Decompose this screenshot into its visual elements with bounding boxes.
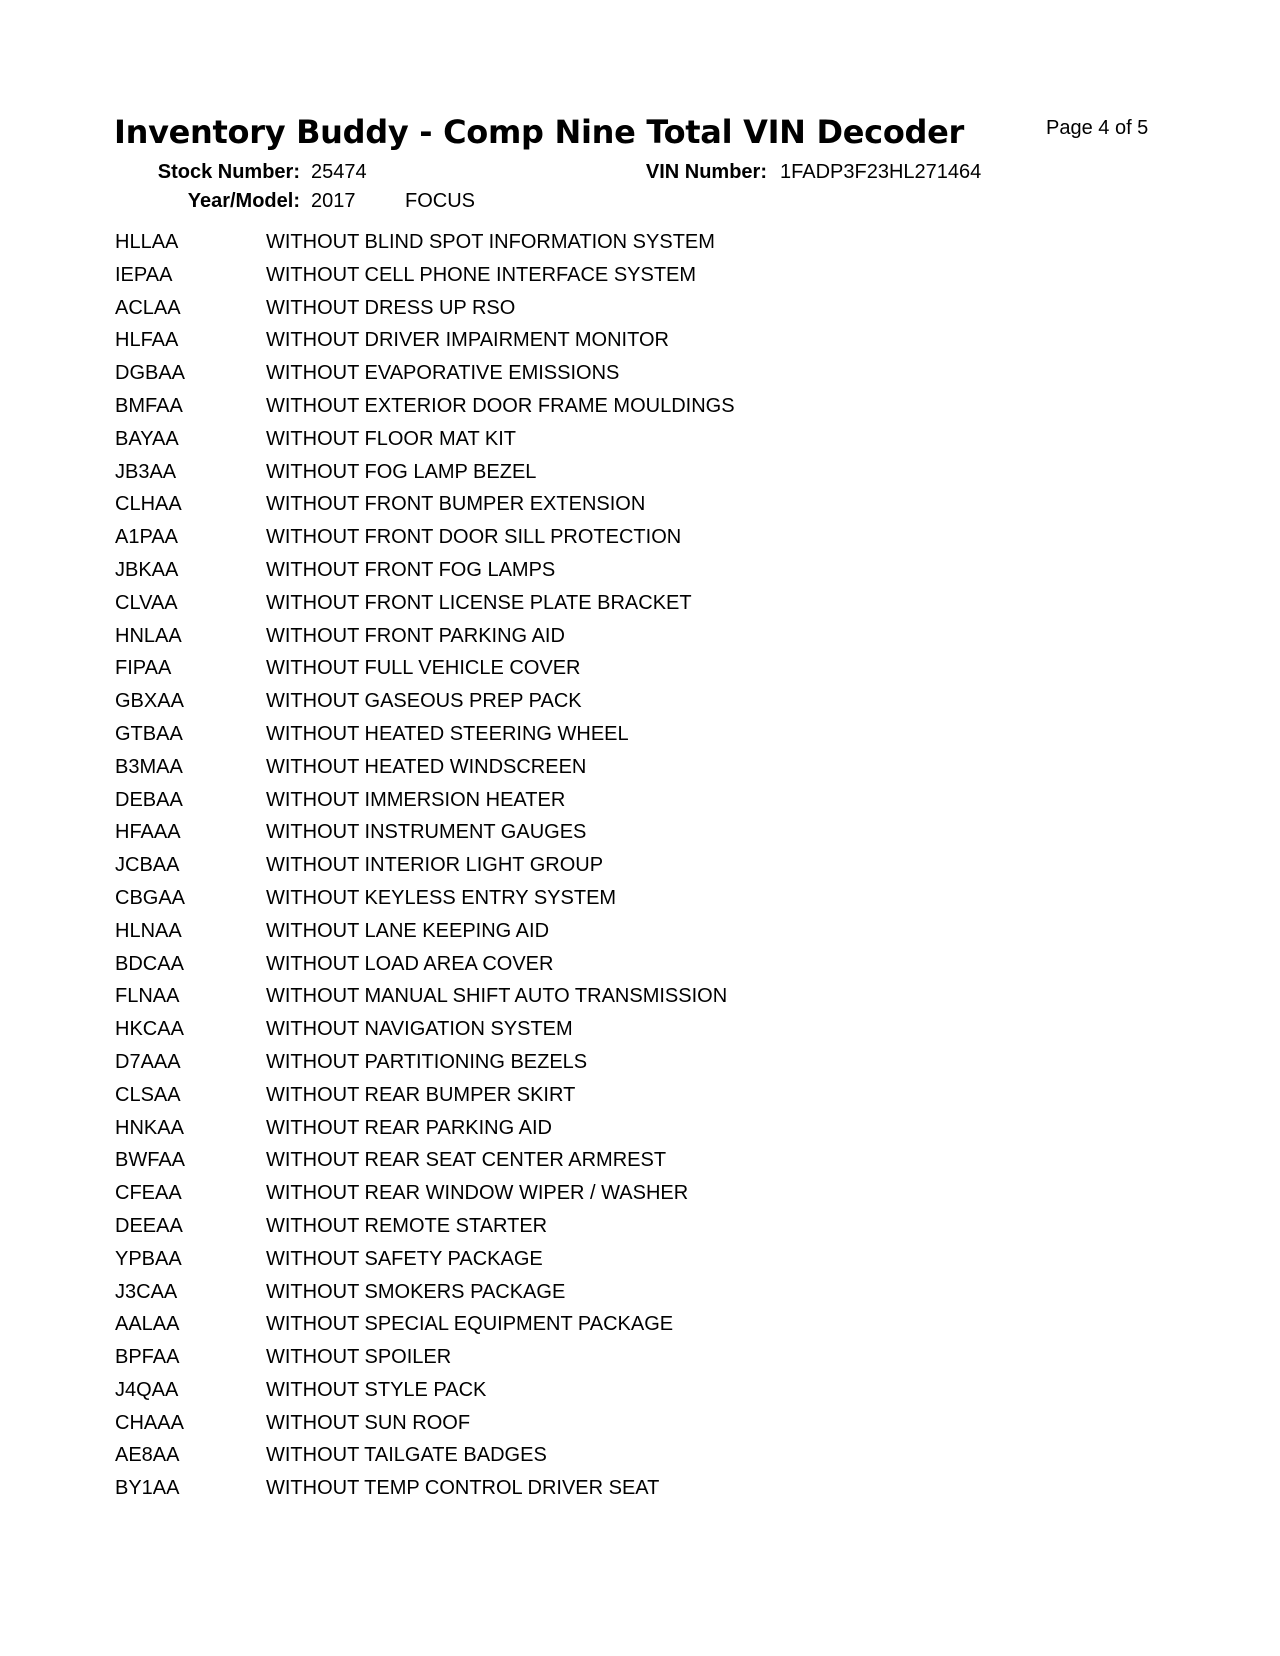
option-row [115, 1443, 735, 1476]
option-code: BPFAA [115, 1346, 180, 1369]
option-row [115, 328, 735, 361]
option-description: WITHOUT LANE KEEPING AID [266, 919, 550, 942]
option-code: FLNAA [115, 985, 180, 1008]
model-value: FOCUS [405, 190, 475, 212]
stock-number-label: Stock Number: [157, 161, 300, 183]
option-code: GTBAA [115, 722, 183, 745]
option-code: FIPAA [115, 657, 172, 680]
option-code: CFEAA [115, 1182, 182, 1205]
option-row [115, 525, 735, 558]
option-row [115, 460, 735, 493]
option-code: GBXAA [115, 690, 184, 713]
option-code: BWFAA [115, 1149, 186, 1172]
option-row [115, 1116, 735, 1149]
option-code: HFAAA [115, 821, 181, 844]
option-description: WITHOUT STYLE PACK [266, 1378, 487, 1401]
option-code: HNLAA [115, 624, 182, 647]
option-row [115, 1411, 735, 1444]
option-code: HLNAA [115, 919, 182, 942]
option-row [115, 1017, 735, 1050]
option-description: WITHOUT FRONT FOG LAMPS [266, 558, 556, 581]
option-row [115, 984, 735, 1017]
option-description: WITHOUT EVAPORATIVE EMISSIONS [266, 362, 620, 385]
option-row [115, 1247, 735, 1280]
option-description: WITHOUT HEATED WINDSCREEN [266, 755, 587, 778]
option-description: WITHOUT SPOILER [266, 1346, 452, 1369]
option-description: WITHOUT FRONT DOOR SILL PROTECTION [266, 526, 682, 549]
option-row [115, 853, 735, 886]
option-row [115, 492, 735, 525]
stock-number-value: 25474 [311, 161, 367, 183]
option-code: J4QAA [115, 1378, 179, 1401]
option-code: HLFAA [115, 329, 179, 352]
option-row [115, 558, 735, 591]
option-code: BAYAA [115, 427, 179, 450]
option-row [115, 1280, 735, 1313]
option-description: WITHOUT FOG LAMP BEZEL [266, 460, 537, 483]
option-description: WITHOUT REMOTE STARTER [266, 1214, 548, 1237]
option-code: DEEAA [115, 1214, 183, 1237]
option-description: WITHOUT NAVIGATION SYSTEM [266, 1018, 573, 1041]
option-row [115, 1050, 735, 1083]
option-code: JCBAA [115, 854, 180, 877]
option-row [115, 919, 735, 952]
option-description: WITHOUT SAFETY PACKAGE [266, 1247, 543, 1270]
option-description: WITHOUT HEATED STEERING WHEEL [266, 722, 629, 745]
option-code: ACLAA [115, 296, 181, 319]
option-description: WITHOUT FULL VEHICLE COVER [266, 657, 581, 680]
option-code: AE8AA [115, 1444, 180, 1467]
option-row [115, 788, 735, 821]
option-description: WITHOUT SMOKERS PACKAGE [266, 1280, 566, 1303]
year-model-label: Year/Model: [187, 190, 300, 212]
option-row [115, 394, 735, 427]
option-description: WITHOUT GASEOUS PREP PACK [266, 690, 582, 713]
page-number: Page 4 of 5 [1046, 117, 1149, 139]
option-description: WITHOUT BLIND SPOT INFORMATION SYSTEM [266, 231, 715, 253]
option-row [115, 656, 735, 689]
option-row [115, 1083, 735, 1116]
option-row [115, 689, 735, 722]
option-description: WITHOUT FRONT LICENSE PLATE BRACKET [266, 591, 692, 614]
option-row [115, 263, 735, 296]
option-description: WITHOUT SPECIAL EQUIPMENT PACKAGE [266, 1313, 674, 1336]
option-row [115, 1148, 735, 1181]
option-code: AALAA [115, 1313, 180, 1336]
option-description: WITHOUT TAILGATE BADGES [266, 1444, 547, 1467]
option-code: CHAAA [115, 1411, 184, 1434]
option-row [115, 722, 735, 755]
document-title: Inventory Buddy - Comp Nine Total VIN Decoder [114, 113, 965, 151]
option-description: WITHOUT MANUAL SHIFT AUTO TRANSMISSION [266, 985, 728, 1008]
option-code: JB3AA [115, 460, 177, 483]
option-row [115, 624, 735, 657]
option-row [115, 952, 735, 985]
option-code-list [115, 230, 735, 1509]
option-description: WITHOUT FRONT PARKING AID [266, 624, 565, 647]
option-description: WITHOUT FRONT BUMPER EXTENSION [266, 493, 646, 516]
option-description: WITHOUT IMMERSION HEATER [266, 788, 566, 811]
option-description: WITHOUT REAR SEAT CENTER ARMREST [266, 1149, 667, 1172]
option-code: HNKAA [115, 1116, 184, 1139]
option-code: DEBAA [115, 788, 183, 811]
option-row [115, 1345, 735, 1378]
option-description: WITHOUT KEYLESS ENTRY SYSTEM [266, 886, 617, 909]
option-code: HLLAA [115, 231, 179, 253]
option-row [115, 1476, 735, 1509]
option-description: WITHOUT PARTITIONING BEZELS [266, 1050, 588, 1073]
option-description: WITHOUT REAR PARKING AID [266, 1116, 552, 1139]
option-code: DGBAA [115, 362, 186, 385]
option-description: WITHOUT LOAD AREA COVER [266, 952, 554, 975]
option-row [115, 1181, 735, 1214]
option-row [115, 361, 735, 394]
option-row [115, 1378, 735, 1411]
option-description: WITHOUT EXTERIOR DOOR FRAME MOULDINGS [266, 394, 735, 417]
option-code: JBKAA [115, 558, 179, 581]
option-code: BY1AA [115, 1477, 180, 1500]
option-code: CLHAA [115, 493, 182, 516]
option-description: WITHOUT DRESS UP RSO [266, 296, 516, 319]
option-description: WITHOUT INTERIOR LIGHT GROUP [266, 854, 604, 877]
option-code: IEPAA [115, 263, 173, 286]
option-description: WITHOUT INSTRUMENT GAUGES [266, 821, 587, 844]
option-row [115, 1214, 735, 1247]
option-description: WITHOUT REAR WINDOW WIPER / WASHER [266, 1182, 689, 1205]
option-code: CLSAA [115, 1083, 181, 1106]
option-code: J3CAA [115, 1280, 178, 1303]
option-code: BMFAA [115, 394, 183, 417]
option-code: HKCAA [115, 1018, 184, 1041]
option-code: CBGAA [115, 886, 186, 909]
vin-number-value: 1FADP3F23HL271464 [780, 161, 982, 183]
option-row [115, 886, 735, 919]
option-description: WITHOUT REAR BUMPER SKIRT [266, 1083, 576, 1106]
option-code: B3MAA [115, 755, 183, 778]
year-value: 2017 [311, 190, 356, 212]
option-row [115, 755, 735, 788]
option-row [115, 1312, 735, 1345]
option-code: D7AAA [115, 1050, 181, 1073]
option-row [115, 820, 735, 853]
option-code: BDCAA [115, 952, 184, 975]
option-row [115, 591, 735, 624]
option-description: WITHOUT FLOOR MAT KIT [266, 427, 516, 450]
option-row [115, 427, 735, 460]
option-row [115, 230, 735, 263]
option-code: CLVAA [115, 591, 178, 614]
option-description: WITHOUT CELL PHONE INTERFACE SYSTEM [266, 263, 697, 286]
option-row [115, 296, 735, 329]
option-description: WITHOUT DRIVER IMPAIRMENT MONITOR [266, 329, 669, 352]
vin-number-label: VIN Number: [645, 161, 767, 183]
option-code: YPBAA [115, 1247, 182, 1270]
option-description: WITHOUT SUN ROOF [266, 1411, 471, 1434]
option-description: WITHOUT TEMP CONTROL DRIVER SEAT [266, 1477, 660, 1500]
option-code: A1PAA [115, 526, 178, 549]
